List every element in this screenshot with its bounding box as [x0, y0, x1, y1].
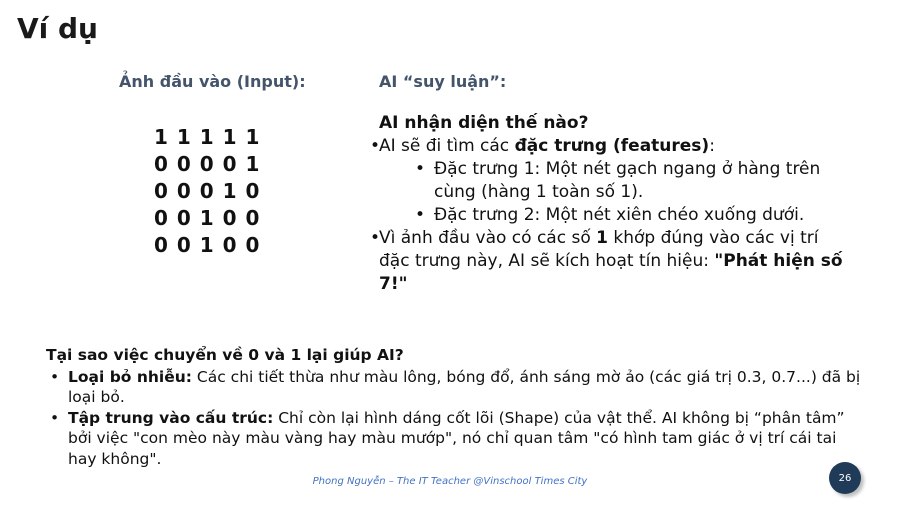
why-item2-bold: Tập trung vào cấu trúc: [68, 408, 274, 427]
feature-1-text: Đặc trưng 1: Một nét gạch ngang ở hàng trên cùng (hàng 1 toàn số 1). [434, 159, 821, 202]
matrix-row: 0 0 0 1 0 [154, 179, 261, 203]
why-item1-text: Các chi tiết thừa như màu lông, bóng đổ, ánh sáng mờ ảo (các giá trị 0.3, 0.7...) đã bị loại bỏ. [68, 367, 861, 406]
input-label: Ảnh đầu vào (Input): [119, 72, 306, 91]
list-item [415, 204, 850, 227]
ai-line1-bold: đặc trưng (features) [514, 136, 710, 156]
why-item2-text: Chỉ còn lại hình dáng cốt lõi (Shape) của vật thể. AI không bị “phân tâm” bởi việc "con mèo này màu vàng hay màu mướp", nó chỉ quan tâm "có hình tam giác ở vị trí cái tai hay không". [68, 408, 845, 468]
ai-heading: AI nhận diện thế nào? [379, 113, 589, 133]
matrix-row: 0 0 1 0 0 [154, 206, 261, 230]
ai-line2-bold: 1 [596, 228, 608, 248]
page-number-badge: 26 [829, 462, 861, 494]
input-matrix [154, 124, 260, 259]
matrix-row: 0 0 1 0 0 [154, 233, 261, 257]
bullet-icon: • [50, 367, 60, 386]
ai-line2-signal: "Phát hiện số 7!" [379, 251, 843, 294]
bullet-icon: • [370, 228, 381, 248]
ai-line2-text: Vì ảnh đầu vào có các số [379, 228, 597, 248]
why-item1-bold: Loại bỏ nhiễu: [68, 367, 192, 386]
footer-credit: Phong Nguyễn – The IT Teacher @Vinschool Times City [312, 476, 588, 487]
ai-line1-text: AI sẽ đi tìm các [379, 136, 515, 156]
ai-line1-post: : [709, 136, 715, 156]
ai-feature-intro [370, 135, 850, 158]
bullet-icon: • [50, 408, 60, 427]
ai-explanation [370, 112, 850, 296]
feature-2-text: Đặc trưng 2: Một nét xiên chéo xuống dưới. [434, 205, 805, 225]
feature-list [370, 158, 850, 227]
bullet-icon: • [415, 205, 426, 225]
slide-title: Ví dụ [17, 12, 98, 45]
list-item [46, 408, 866, 470]
matrix-row: 1 1 1 1 1 [154, 125, 261, 149]
bullet-icon: • [415, 159, 426, 179]
matrix-row: 0 0 0 0 1 [154, 152, 261, 176]
bullet-icon: • [370, 136, 381, 156]
why-section [46, 345, 866, 469]
ai-line2-mid: khớp đúng vào các vị trí đặc trưng này, AI sẽ kích hoạt tín hiệu: [379, 228, 819, 271]
list-item [46, 367, 866, 408]
ai-conclusion [370, 227, 850, 296]
list-item [415, 158, 850, 204]
why-heading: Tại sao việc chuyển về 0 và 1 lại giúp AI? [46, 346, 404, 364]
ai-reasoning-label: AI “suy luận”: [379, 72, 507, 91]
